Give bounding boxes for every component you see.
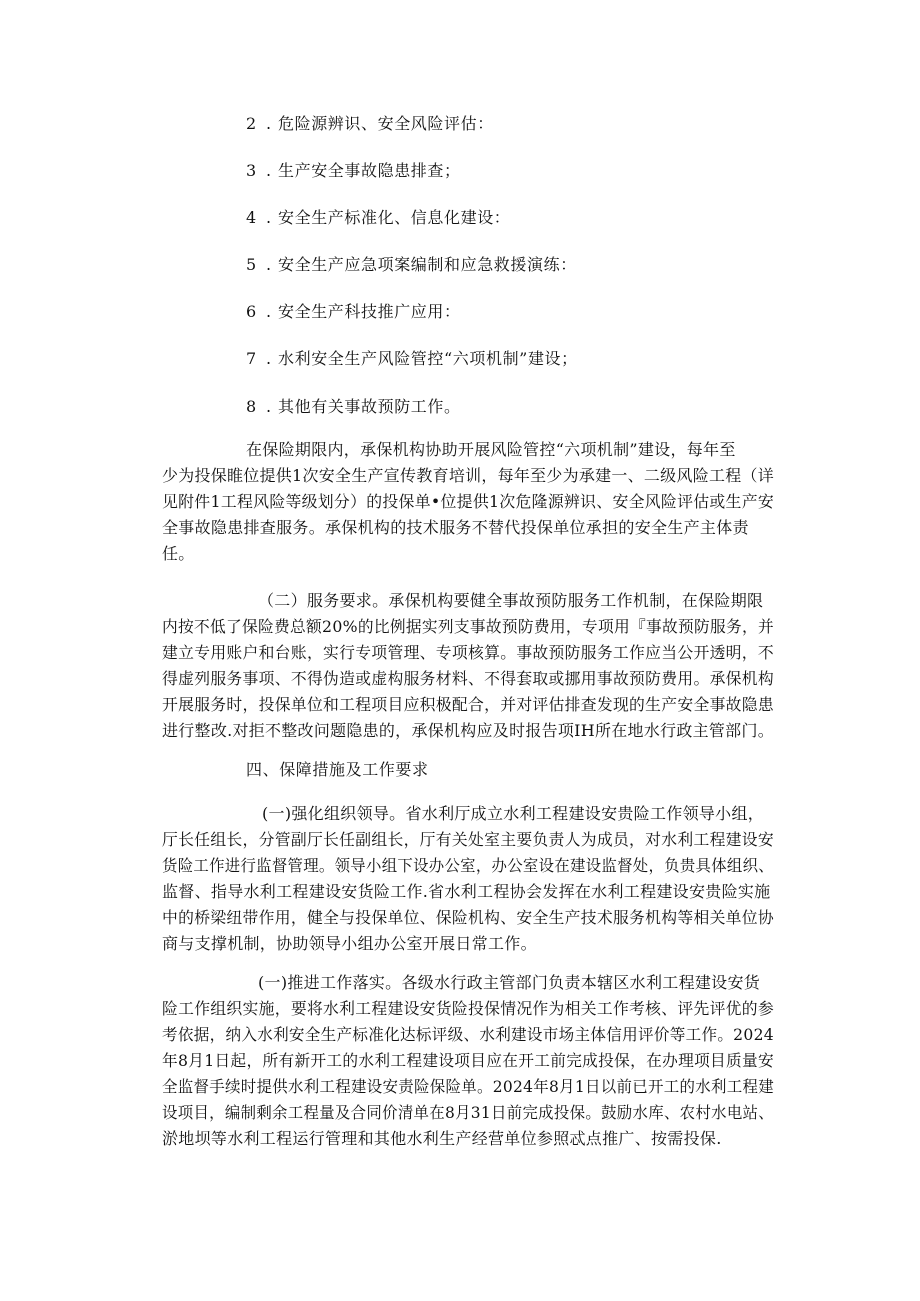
paragraph-implementation — [162, 970, 774, 1152]
list-number: 8 — [246, 397, 257, 416]
paragraph-service-requirements — [162, 588, 774, 744]
list-item — [246, 112, 494, 136]
list-separator: . — [266, 349, 272, 368]
list-text: 安全生产科技推广应用： — [278, 302, 461, 321]
paragraph-line: 少为投保睢位提供1次安全生产宣传教育培训，每年至少为承建一、二级风险工程（详 — [162, 466, 774, 485]
list-item — [246, 159, 461, 183]
paragraph-line: 见附件1工程风险等级划分）的投保单•位提供1次危隆源辨识、安全风险评估或生产安 — [162, 492, 774, 511]
paragraph-line: 年8月1日起，所有新开工的水利工程建设项目应在开工前完成投保，在办理项目质量安 — [162, 1051, 774, 1070]
paragraph-line: 全监督手续时提供水利工程建设安责险保险单。2024年8月1日以前已开工的水利工程建 — [162, 1077, 774, 1096]
list-item — [246, 253, 577, 277]
list-number: 4 — [246, 208, 257, 227]
paragraph-service-content — [162, 437, 774, 567]
list-item — [246, 395, 461, 419]
paragraph-line: (一)推进工作落实。各级水行政主管部门负责本辖区水利工程建设安货 — [258, 973, 761, 992]
paragraph-line: 开展服务时，投保单位和工程项目应积极配合，并对评估排查发现的生产安全事故隐患 — [162, 695, 774, 714]
paragraph-line: 设项目，编制剩余工程量及合同价清单在8月31日前完成投保。鼓励水库、农村水电站、 — [162, 1103, 774, 1122]
paragraph-line: 监督、指导水利工程建设安货险工作.省水利工程协会发挥在水利工程建设安贵险实施 — [162, 882, 771, 901]
list-number: 6 — [246, 302, 257, 321]
paragraph-line: 厅长任组长，分管副厅长任副组长，厅有关处室主要负责人为成员，对水利工程建设安 — [162, 830, 774, 849]
list-text: 生产安全事故隐患排查； — [278, 161, 461, 180]
paragraph-line: 商与支撑机制，协助领导小组办公室开展日常工作。 — [162, 934, 537, 953]
list-item — [246, 347, 578, 371]
list-separator: . — [266, 255, 272, 274]
paragraph-line: 淤地坝等水利工程运行管理和其他水利生产经营单位参照忒点推广、按需投保. — [162, 1129, 722, 1148]
paragraph-line: 险工作组织实施，要将水利工程建设安货险投保情况作为相关工作考核、评先评优的参 — [162, 999, 774, 1018]
list-number: 5 — [246, 255, 257, 274]
list-number: 2 — [246, 114, 257, 133]
paragraph-line: 内按不低了保险费总额20%的比例据实列支事故预防费用，专项用『事故预防服务，并 — [162, 617, 774, 636]
list-item — [246, 300, 461, 324]
paragraph-organization-leadership — [162, 801, 774, 957]
list-separator: . — [266, 397, 272, 416]
list-text: 安全生产应急项案编制和应急救援演练： — [278, 255, 577, 274]
paragraph-line: (一)强化组织领导。省水利厅成立水利工程建设安贵险工作领导小组， — [262, 804, 765, 823]
paragraph-line: 任。 — [162, 544, 195, 563]
paragraph-line: （二）服务要求。承保机构要健全事故预防服务工作机制，在保险期限 — [258, 591, 764, 610]
paragraph-line: 建立专用账户和台账，实行专项管理、专项核算。事故预防服务工作应当公开透明，不 — [162, 643, 774, 662]
list-text: 水利安全生产风险管控“六项机制”建设； — [278, 349, 578, 368]
paragraph-line: 货险工作进行监督管理。领导小组下设办公室，办公室设在建设监督处，负贵具体组织、 — [162, 856, 774, 875]
paragraph-line: 得虚列服务事项、不得伪造或虚构服务材料、不得套取或挪用事故预防费用。承保机构 — [162, 669, 774, 688]
paragraph-line: 中的桥梁纽带作用，健全与投保单位、保险机构、安全生产技术服务机构等相关单位协 — [162, 908, 774, 927]
list-text: 安全生产标准化、信息化建设： — [278, 208, 511, 227]
list-separator: . — [266, 302, 272, 321]
list-item — [246, 206, 510, 230]
list-separator: . — [266, 208, 272, 227]
paragraph-line: 全事故隐患排查服务。承保机构的技术服务不替代投保单位承担的安全生产主体责 — [162, 518, 749, 537]
section-heading: 四、保障措施及工作要求 — [246, 760, 429, 779]
paragraph-line: 进行整改.对拒不整改问题隐患的，承保机构应及时报告项IH所在地水行政主管部门。 — [162, 721, 774, 740]
list-number: 3 — [246, 161, 257, 180]
list-number: 7 — [246, 349, 257, 368]
list-separator: . — [266, 114, 272, 133]
list-text: 其他有关事故预防工作。 — [278, 397, 461, 416]
list-text: 危险源辨识、安全风险评估： — [278, 114, 494, 133]
paragraph-line: 在保险期限内，承保机构协助开展风险管控“六项机制”建设，每年至 — [246, 440, 736, 459]
paragraph-line: 考依据，纳入水利安全生产标准化达标评级、水利建设市场主体信用评价等工作。2024 — [162, 1025, 774, 1044]
list-separator: . — [266, 161, 272, 180]
